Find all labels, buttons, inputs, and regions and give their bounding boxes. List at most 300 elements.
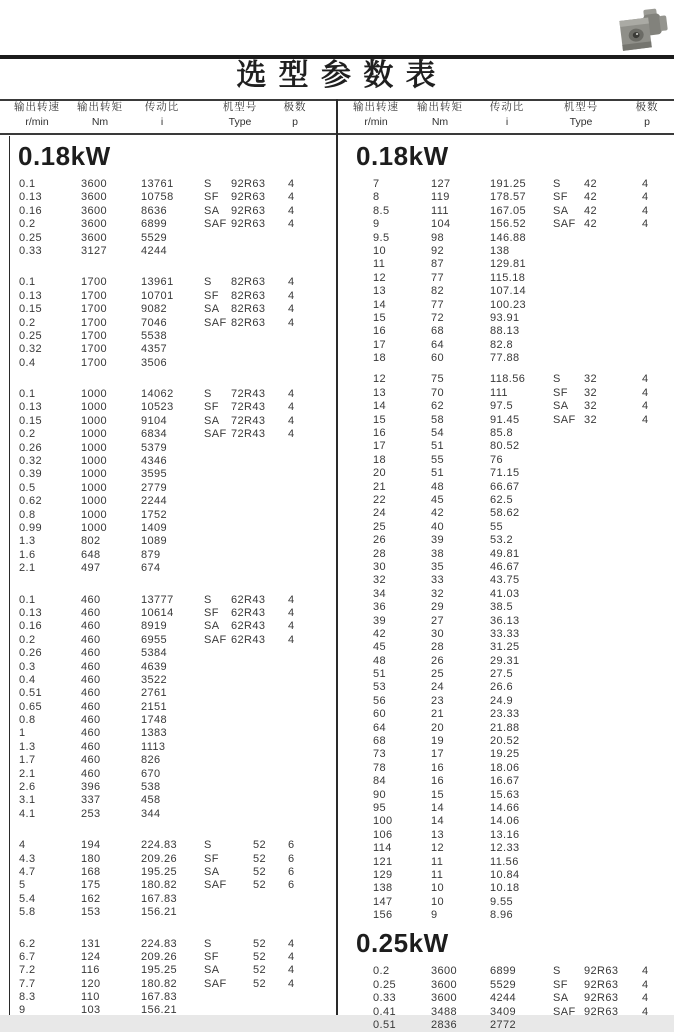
cell-speed: 2.1: [19, 767, 36, 780]
cell-ratio: 10.84: [490, 868, 520, 881]
cell-torque: 104: [431, 218, 451, 231]
table-row: [0, 482, 336, 495]
cell-speed: 18: [373, 453, 387, 466]
cell-torque: 1000: [81, 428, 108, 441]
cell-poles: 4: [642, 413, 649, 426]
cell-ratio: 5384: [141, 647, 168, 660]
table-left-half: [0, 140, 336, 1015]
column-header-unit: Type: [228, 116, 252, 128]
cell-torque: 648: [81, 548, 101, 561]
cell-type-prefix: S: [204, 276, 212, 289]
table-row: [337, 191, 674, 204]
cell-speed: 28: [373, 547, 387, 560]
cell-type-model: 32: [584, 400, 598, 413]
table-row: [337, 979, 674, 992]
table-row: [337, 258, 674, 271]
cell-speed: 26: [373, 534, 387, 547]
cell-speed: 1.6: [19, 548, 36, 561]
cell-speed: 20: [373, 467, 387, 480]
cell-ratio: 209.26: [141, 852, 178, 865]
cell-ratio: 33.33: [490, 627, 520, 640]
table-row: [337, 815, 674, 828]
cell-ratio: 2779: [141, 481, 168, 494]
cell-speed: 48: [373, 654, 387, 667]
cell-torque: 9: [431, 909, 438, 922]
cell-ratio: 14062: [141, 388, 174, 401]
cell-ratio: 9082: [141, 303, 168, 316]
cell-type-model: 32: [584, 413, 598, 426]
cell-type-model: 92R63: [584, 978, 619, 991]
cell-torque: 20: [431, 721, 445, 734]
table-row: [337, 748, 674, 761]
cell-ratio: 24.9: [490, 694, 514, 707]
cell-poles: 4: [642, 191, 649, 204]
column-header-right-3: [564, 101, 599, 128]
cell-torque: 111: [431, 204, 449, 217]
cell-ratio: 674: [141, 562, 161, 575]
cell-speed: 22: [373, 493, 387, 506]
cell-ratio: 21.88: [490, 721, 520, 734]
cell-torque: 3600: [431, 965, 458, 978]
cell-speed: 0.1: [19, 178, 36, 190]
table-row: [337, 494, 674, 507]
table-row: [337, 232, 674, 245]
cell-ratio: 6834: [141, 428, 168, 441]
cell-ratio: 58.62: [490, 507, 520, 520]
table-row: [0, 754, 336, 767]
table-row: [0, 906, 336, 919]
cell-speed: 84: [373, 775, 387, 788]
cell-type-model: 52: [253, 879, 267, 892]
table-row: [337, 628, 674, 641]
cell-torque: 54: [431, 427, 445, 440]
cell-torque: 16: [431, 761, 445, 774]
table-row: [0, 839, 336, 852]
cell-poles: 4: [288, 964, 295, 977]
cell-speed: 0.41: [373, 1005, 397, 1018]
cell-speed: 114: [373, 842, 392, 855]
cell-type-prefix: SF: [204, 401, 219, 414]
data-block: [0, 594, 336, 822]
cell-torque: 1700: [81, 356, 108, 369]
cell-torque: 460: [81, 633, 101, 646]
cell-poles: 4: [288, 276, 295, 289]
column-header-left-0: [14, 101, 60, 128]
cell-speed: 147: [373, 895, 393, 908]
table-row: [0, 991, 336, 1004]
cell-ratio: 6899: [490, 965, 517, 978]
data-block: [0, 276, 336, 370]
column-header-unit: i: [505, 116, 509, 128]
cell-ratio: 2244: [141, 495, 168, 508]
cell-ratio: 43.75: [490, 574, 520, 587]
table-row: [0, 687, 336, 700]
cell-speed: 0.32: [19, 455, 43, 468]
cell-ratio: 85.8: [490, 427, 514, 440]
cell-torque: 460: [81, 593, 101, 606]
table-row: [337, 869, 674, 882]
cell-speed: 45: [373, 641, 387, 654]
cell-poles: 4: [288, 289, 295, 302]
cell-ratio: 49.81: [490, 547, 520, 560]
cell-torque: 110: [81, 991, 100, 1004]
cell-type-model: 32: [584, 373, 598, 386]
cell-poles: 6: [288, 865, 295, 878]
cell-type-model: 92R63: [231, 178, 266, 190]
cell-ratio: 80.52: [490, 440, 520, 453]
cell-torque: 1000: [81, 388, 108, 401]
cell-speed: 156: [373, 909, 393, 922]
cell-speed: 68: [373, 735, 387, 748]
column-header-label: 极数: [283, 101, 307, 113]
cell-ratio: 156.21: [141, 906, 178, 919]
cell-torque: 1000: [81, 455, 108, 468]
cell-torque: 10: [431, 882, 445, 895]
table-row: [0, 893, 336, 906]
cell-speed: 0.62: [19, 495, 43, 508]
cell-torque: 25: [431, 668, 445, 681]
cell-type-model: 52: [253, 964, 267, 977]
cell-ratio: 14.06: [490, 815, 520, 828]
cell-ratio: 129.81: [490, 258, 527, 271]
data-block: [337, 373, 674, 922]
table-row: [0, 330, 336, 343]
cell-speed: 16: [373, 427, 387, 440]
cell-speed: 0.8: [19, 508, 36, 521]
cell-type-model: 42: [584, 178, 598, 190]
table-row: [0, 276, 336, 289]
cell-type-model: 52: [253, 937, 267, 950]
cell-type-prefix: SF: [553, 191, 568, 204]
table-row: [0, 401, 336, 414]
table-row: [337, 992, 674, 1005]
cell-torque: 68: [431, 325, 445, 338]
cell-ratio: 1748: [141, 714, 168, 727]
cell-ratio: 458: [141, 794, 161, 807]
cell-type-model: 42: [584, 191, 598, 204]
column-header-label: 输出转速: [14, 101, 60, 113]
cell-ratio: 4346: [141, 455, 168, 468]
cell-ratio: 26.6: [490, 681, 514, 694]
cell-ratio: 191.25: [490, 178, 527, 190]
cell-speed: 2.6: [19, 781, 36, 794]
table-row: [0, 727, 336, 740]
table-row: [0, 178, 336, 191]
cell-poles: 4: [288, 303, 295, 316]
table-row: [0, 232, 336, 245]
table-row: [337, 427, 674, 440]
power-heading: 0.18kW: [18, 141, 111, 171]
cell-torque: 19: [431, 735, 445, 748]
cell-ratio: 5529: [490, 978, 517, 991]
cell-torque: 23: [431, 694, 445, 707]
cell-ratio: 209.26: [141, 950, 178, 963]
cell-ratio: 178.57: [490, 191, 527, 204]
table-row: [0, 714, 336, 727]
cell-ratio: 91.45: [490, 413, 520, 426]
cell-ratio: 2151: [141, 700, 168, 713]
cell-torque: 14: [431, 801, 445, 814]
column-header-left-1: [77, 101, 123, 128]
cell-speed: 13: [373, 285, 387, 298]
cell-speed: 0.5: [19, 481, 36, 494]
cell-torque: 27: [431, 614, 445, 627]
column-header-label: 机型号: [222, 101, 258, 113]
cell-poles: 4: [288, 414, 295, 427]
table-row: [337, 1006, 674, 1019]
cell-poles: 4: [288, 191, 295, 204]
cell-speed: 5: [19, 879, 26, 892]
cell-type-prefix: SAF: [553, 218, 576, 231]
cell-type-prefix: SA: [553, 992, 569, 1005]
gearmotor-photo: [618, 3, 672, 57]
cell-ratio: 167.05: [490, 204, 527, 217]
cell-torque: 162: [81, 892, 101, 905]
cell-torque: 1000: [81, 468, 108, 481]
cell-speed: 11: [373, 258, 386, 271]
table-row: [0, 951, 336, 964]
cell-type-prefix: SF: [204, 852, 219, 865]
cell-speed: 8: [373, 191, 380, 204]
cell-speed: 60: [373, 708, 387, 721]
cell-type-model: 92R63: [231, 204, 266, 217]
table-row: [0, 495, 336, 508]
cell-speed: 78: [373, 761, 387, 774]
column-header-right-2: [490, 101, 525, 128]
cell-poles: 4: [642, 965, 649, 978]
cell-torque: 3488: [431, 1005, 458, 1018]
table-row: [337, 842, 674, 855]
cell-torque: 460: [81, 660, 101, 673]
cell-torque: 77: [431, 271, 445, 284]
cell-ratio: 4357: [141, 343, 168, 356]
cell-poles: 4: [288, 388, 295, 401]
cell-ratio: 224.83: [141, 937, 178, 950]
cell-torque: 1700: [81, 343, 108, 356]
cell-poles: 4: [288, 593, 295, 606]
table-row: [337, 708, 674, 721]
cell-torque: 119: [431, 191, 450, 204]
cell-type-model: 92R63: [584, 1005, 619, 1018]
cell-ratio: 4244: [490, 992, 517, 1005]
table-row: [0, 808, 336, 821]
table-row: [0, 701, 336, 714]
cell-poles: 4: [288, 950, 295, 963]
table-row: [337, 775, 674, 788]
table-row: [0, 964, 336, 977]
cell-ratio: 107.14: [490, 285, 527, 298]
cell-speed: 24: [373, 507, 387, 520]
table-row: [0, 794, 336, 807]
table-row: [337, 312, 674, 325]
data-block: [337, 178, 674, 365]
cell-torque: 16: [431, 775, 445, 788]
cell-poles: 4: [642, 1005, 649, 1018]
cell-torque: 62: [431, 400, 445, 413]
cell-torque: 14: [431, 815, 445, 828]
cell-type-model: 82R63: [231, 316, 266, 329]
column-header-right-4: [636, 101, 659, 128]
cell-ratio: 879: [141, 548, 161, 561]
table-row: [0, 674, 336, 687]
cell-speed: 0.15: [19, 414, 43, 427]
table-row: [0, 357, 336, 370]
cell-poles: 6: [288, 879, 295, 892]
cell-speed: 129: [373, 868, 393, 881]
cell-type-model: 52: [253, 865, 267, 878]
cell-torque: 460: [81, 620, 101, 633]
cell-speed: 0.25: [19, 329, 43, 342]
table-row: [0, 509, 336, 522]
table-row: [0, 522, 336, 535]
table-row: [0, 768, 336, 781]
table-row: [337, 325, 674, 338]
cell-speed: 0.1: [19, 593, 36, 606]
cell-speed: 121: [373, 855, 393, 868]
table-row: [0, 455, 336, 468]
cell-type-model: 92R63: [584, 965, 619, 978]
data-block: [337, 965, 674, 1032]
cell-speed: 5.8: [19, 906, 36, 919]
table-row: [0, 303, 336, 316]
cell-ratio: 1752: [141, 508, 168, 521]
cell-torque: 51: [431, 467, 445, 480]
power-heading: 0.18kW: [356, 141, 449, 171]
cell-type-model: 62R43: [231, 633, 266, 646]
cell-speed: 10: [373, 244, 387, 257]
cell-torque: 1700: [81, 316, 108, 329]
cell-speed: 51: [373, 668, 387, 681]
cell-torque: 29: [431, 601, 445, 614]
data-block: [0, 178, 336, 258]
cell-torque: 3600: [81, 231, 108, 244]
column-header-left-4: [284, 101, 307, 128]
cell-ratio: 156.21: [141, 1004, 178, 1017]
cell-type-prefix: S: [204, 388, 212, 401]
table-row: [0, 781, 336, 794]
table-row: [0, 415, 336, 428]
cell-ratio: 97.5: [490, 400, 514, 413]
cell-type-prefix: S: [204, 593, 212, 606]
cell-speed: 6.7: [19, 950, 36, 963]
cell-ratio: 18.06: [490, 761, 520, 774]
table-row: [0, 661, 336, 674]
cell-speed: 13: [373, 386, 387, 399]
cell-torque: 30: [431, 627, 445, 640]
cell-speed: 15: [373, 413, 387, 426]
table-row: [337, 373, 674, 386]
cell-ratio: 146.88: [490, 231, 527, 244]
table-row: [337, 856, 674, 869]
cell-torque: 98: [431, 231, 445, 244]
table-row: [0, 647, 336, 660]
table-row: [0, 978, 336, 991]
cell-type-model: 32: [584, 386, 598, 399]
table-row: [337, 548, 674, 561]
cell-poles: 4: [642, 978, 649, 991]
table-row: [0, 866, 336, 879]
cell-torque: 460: [81, 687, 101, 700]
cell-torque: 120: [81, 977, 101, 990]
cell-torque: 124: [81, 950, 101, 963]
cell-ratio: 36.13: [490, 614, 520, 627]
column-header-right-1: [417, 101, 463, 128]
cell-type-model: 82R63: [231, 276, 266, 289]
cell-ratio: 118.56: [490, 373, 526, 386]
cell-torque: 39: [431, 534, 445, 547]
cell-torque: 13: [431, 828, 445, 841]
cell-torque: 82: [431, 285, 445, 298]
cell-torque: 11: [431, 855, 444, 868]
cell-ratio: 27.5: [490, 668, 514, 681]
cell-torque: 460: [81, 727, 101, 740]
cell-type-model: 82R63: [231, 303, 266, 316]
cell-ratio: 12.33: [490, 842, 520, 855]
table-row: [337, 440, 674, 453]
cell-speed: 12: [373, 271, 387, 284]
cell-torque: 253: [81, 807, 101, 820]
cell-ratio: 14.66: [490, 801, 520, 814]
cell-torque: 3600: [431, 978, 458, 991]
cell-torque: 1000: [81, 414, 108, 427]
table-row: [337, 299, 674, 312]
cell-type-prefix: SAF: [204, 428, 227, 441]
cell-speed: 0.2: [19, 428, 36, 441]
column-header-label: 传动比: [144, 101, 180, 113]
cell-speed: 0.25: [373, 978, 397, 991]
cell-ratio: 115.18: [490, 271, 526, 284]
cell-type-model: 92R63: [231, 218, 266, 231]
cell-torque: 1700: [81, 289, 108, 302]
cell-torque: 70: [431, 386, 445, 399]
cell-torque: 3600: [81, 204, 108, 217]
cell-poles: 4: [642, 204, 649, 217]
cell-type-model: 42: [584, 204, 598, 217]
table-row: [337, 588, 674, 601]
cell-torque: 460: [81, 714, 101, 727]
cell-ratio: 4639: [141, 660, 168, 673]
cell-ratio: 180.82: [141, 879, 178, 892]
power-heading: 0.25kW: [356, 928, 449, 959]
cell-torque: 12: [431, 842, 445, 855]
cell-torque: 1000: [81, 481, 108, 494]
table-row: [337, 178, 674, 191]
table-row: [337, 352, 674, 365]
table-row: [0, 191, 336, 204]
cell-type-prefix: SF: [204, 289, 219, 302]
cell-ratio: 1113: [141, 740, 166, 753]
cell-type-model: 62R43: [231, 593, 266, 606]
cell-type-model: 72R43: [231, 401, 266, 414]
cell-type-model: 62R43: [231, 620, 266, 633]
cell-speed: 0.32: [19, 343, 43, 356]
cell-speed: 7.7: [19, 977, 36, 990]
cell-speed: 8.5: [373, 204, 390, 217]
cell-ratio: 53.2: [490, 534, 514, 547]
cell-poles: 4: [642, 400, 649, 413]
table-row: [0, 594, 336, 607]
cell-speed: 0.4: [19, 673, 36, 686]
column-header-unit: p: [292, 116, 298, 128]
table-row: [0, 535, 336, 548]
cell-ratio: 82.8: [490, 338, 514, 351]
cell-poles: 4: [288, 620, 295, 633]
cell-speed: 1.3: [19, 740, 36, 753]
cell-type-prefix: SA: [204, 414, 220, 427]
cell-speed: 7.2: [19, 964, 36, 977]
cell-ratio: 10758: [141, 191, 174, 204]
cell-speed: 42: [373, 627, 387, 640]
